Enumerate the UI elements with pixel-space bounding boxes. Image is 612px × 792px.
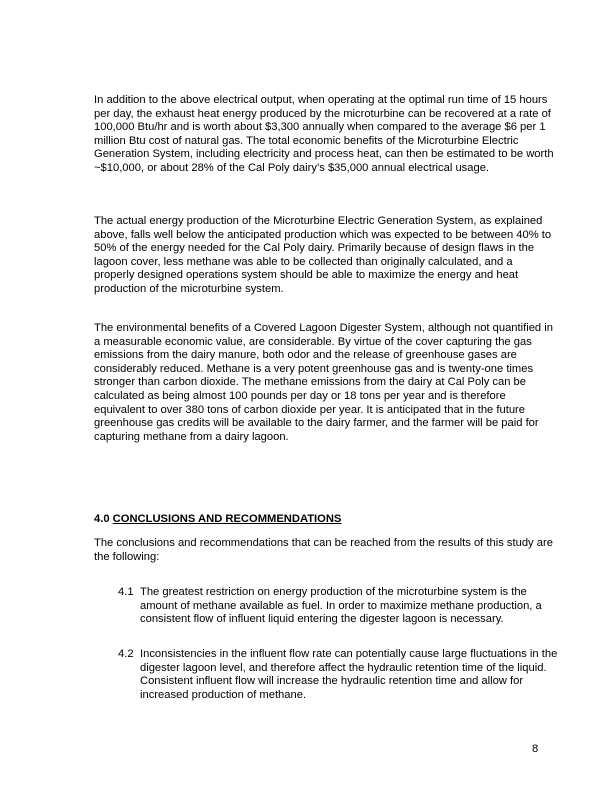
list-item-number: 4.2 xyxy=(118,648,134,660)
paragraph-environmental-benefits: The environmental benefits of a Covered Lagoon Digester System, although not quantified in a measurable economic value, are considerable. By virtue of the cover capturing the gas emissions from the dairy manure, both odor and the release of greenhouse gases are considerably reduced. Methane is a very potent greenhouse gas and is twenty-one times stronger than carbon dioxide. The methane emissions from the dairy at Cal Poly can be calculated as being almost 100 pounds per day or 18 tons per year and is therefore equivalent to over 380 tons of carbon dioxide per year. It is anticipated that in the future greenhouse gas credits will be available to the dairy farmer, and the farmer will be paid for capturing methane from a dairy lagoon. xyxy=(94,322,553,443)
section-intro: The conclusions and recommendations that can be reached from the results of this study are the following: xyxy=(94,537,553,563)
list-item xyxy=(118,648,558,702)
paragraph-energy-production: The actual energy production of the Microturbine Electric Generation System, as explained above, falls well below the anticipated production which was expected to be between 40% to 50% of the energy needed for the Cal Poly dairy. Primarily because of design flaws in the lagoon cover, less methane was able to be collected than originally calculated, and a properly designed operations system should be able to maximize the energy and heat production of the microturbine system. xyxy=(94,215,552,295)
paragraph-heat-recovery: In addition to the above electrical output, when operating at the optimal run time of 15 hours per day, the exhaust heat energy produced by the microturbine can be recovered at a rate of 100,000 Btu/hr and is worth about $3,300 annually when compared to the average $6 per 1 million Btu cost of natural gas. The total economic benefits of the Microturbine Electric Generation System, including electricity and process heat, can then be estimated to be worth ~$10,000, or about 28% of the Cal Poly dairy’s $35,000 annual electrical usage. xyxy=(94,94,554,174)
list-item-text: Inconsistencies in the influent flow rate can potentially cause large fluctuations in the digester lagoon level, and therefore affect the hydraulic retention time of the liquid. Consistent influent flow will increase the hydraulic retention time and allow for increased production of methane. xyxy=(140,648,558,701)
list-item xyxy=(118,586,558,627)
page-number: 8 xyxy=(532,743,539,755)
section-heading xyxy=(94,513,341,527)
section-title: CONCLUSIONS AND RECOMMENDATIONS xyxy=(112,513,342,525)
section-number: 4.0 xyxy=(94,513,110,525)
list-item-number: 4.1 xyxy=(118,586,134,598)
list-item-text: The greatest restriction on energy production of the microturbine system is the amount of methane available as fuel. In order to maximize methane production, a consistent flow of influent liquid entering the digester lagoon is necessary. xyxy=(140,586,542,626)
